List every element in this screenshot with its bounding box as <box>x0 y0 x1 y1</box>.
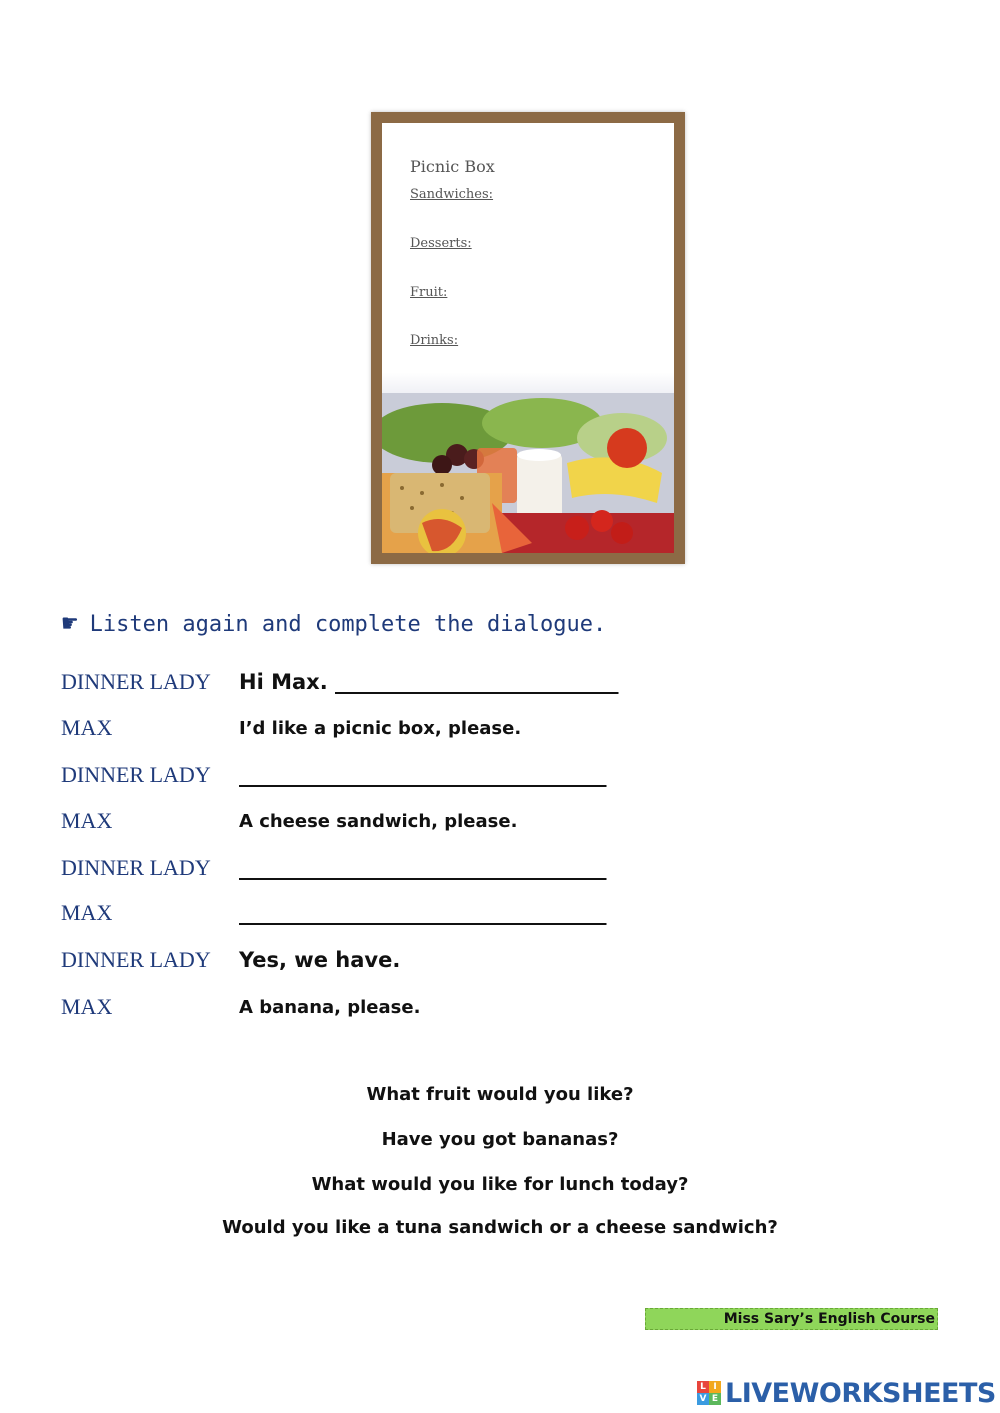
dialogue-row <box>61 985 741 1029</box>
picnic-box-card <box>371 112 685 564</box>
instruction-text: Listen again and complete the dialogue. <box>89 611 607 637</box>
card-section-desserts: Desserts: <box>410 236 472 251</box>
speaker-label: MAX <box>61 715 113 740</box>
speaker-label: DINNER LADY <box>61 855 211 880</box>
dialogue-row <box>61 799 741 843</box>
dialogue-row <box>61 846 741 890</box>
speaker-label: MAX <box>61 900 113 925</box>
speaker-label: DINNER LADY <box>61 669 211 694</box>
speaker-label: DINNER LADY <box>61 947 211 972</box>
question-option[interactable]: What fruit would you like? <box>366 1084 634 1105</box>
question-option[interactable]: What would you like for lunch today? <box>311 1174 689 1195</box>
question-option[interactable]: Have you got bananas? <box>381 1129 619 1150</box>
dialogue-line-blank[interactable]: ___________________________________ <box>239 856 607 880</box>
dialogue-row <box>61 938 741 982</box>
course-credit: Miss Sary’s English Course <box>645 1308 938 1330</box>
instruction <box>62 606 606 642</box>
liveworksheets-logo[interactable] <box>697 1376 996 1410</box>
logo-letter: L <box>697 1381 709 1393</box>
pointing-hand-icon: ☛ <box>62 609 78 639</box>
card-section-fruit: Fruit: <box>410 285 448 300</box>
card-title: Picnic Box <box>410 157 495 176</box>
logo-letter: I <box>709 1381 721 1393</box>
logo-letter: E <box>709 1393 721 1405</box>
card-section-sandwiches: Sandwiches: <box>410 187 494 202</box>
dialogue-line-blank[interactable]: ___________________________________ <box>239 763 607 787</box>
question-option[interactable]: Would you like a tuna sandwich or a cheese sandwich? <box>222 1217 778 1238</box>
dialogue-line: Yes, we have. <box>239 948 401 972</box>
dialogue-line: A banana, please. <box>239 996 421 1018</box>
dialogue-line-blank[interactable]: ___________________________________ <box>239 901 607 925</box>
liveworksheets-logo-text: LIVEWORKSHEETS <box>725 1377 996 1409</box>
dialogue-line: I’d like a picnic box, please. <box>239 717 522 739</box>
dialogue-line-blank[interactable]: Hi Max. ___________________________ <box>239 670 619 694</box>
dialogue-row <box>61 891 741 935</box>
liveworksheets-logo-icon <box>697 1381 721 1405</box>
dialogue-row <box>61 706 741 750</box>
speaker-label: MAX <box>61 994 113 1019</box>
speaker-label: MAX <box>61 808 113 833</box>
speaker-label: DINNER LADY <box>61 762 211 787</box>
picnic-box-card-paper <box>382 123 674 553</box>
logo-letter: V <box>697 1393 709 1405</box>
card-section-drinks: Drinks: <box>410 333 459 348</box>
picnic-food-photo <box>382 393 674 553</box>
dialogue-line: A cheese sandwich, please. <box>239 810 518 832</box>
dialogue-row <box>61 753 741 797</box>
dialogue-row <box>61 660 741 704</box>
